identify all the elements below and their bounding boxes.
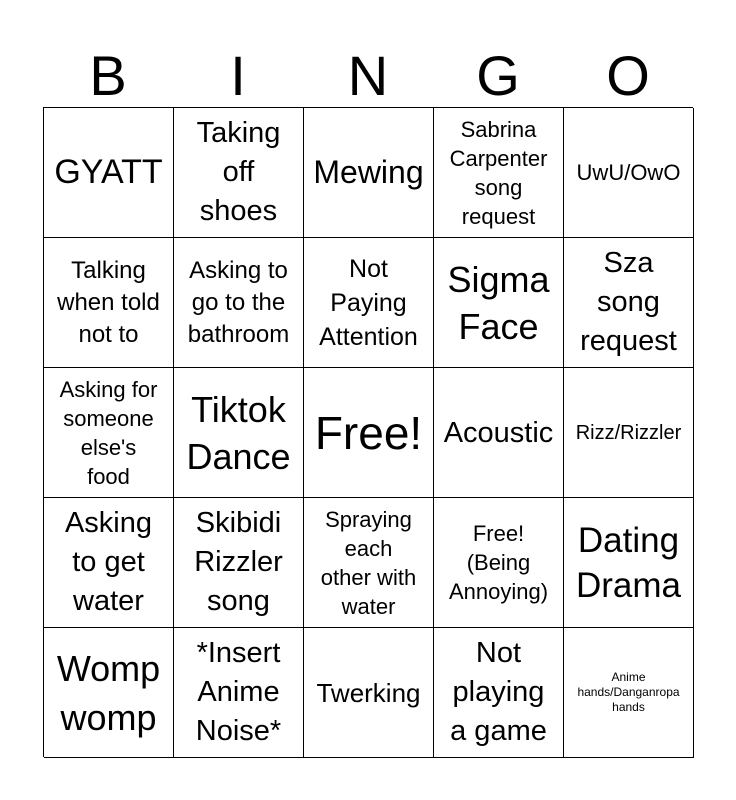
cell-text: Asking to go to the bathroom xyxy=(187,256,290,348)
cell-text: Not Paying Attention xyxy=(319,254,418,351)
cell-text: Twerking xyxy=(316,677,421,708)
bingo-cell[interactable] xyxy=(304,368,434,498)
cell-text: Rizz/Rizzler xyxy=(575,421,682,444)
bingo-cell[interactable] xyxy=(564,368,694,498)
cell-text: Not playing a game xyxy=(450,637,547,747)
cell-text: Sza song request xyxy=(580,247,677,357)
cell-text: Taking off shoes xyxy=(196,117,281,227)
cell-text: Anime hands/Danganropa hands xyxy=(577,670,680,714)
cell-text: UwU/OwO xyxy=(576,159,681,185)
cell-text: Mewing xyxy=(313,154,424,190)
bingo-cell[interactable] xyxy=(304,628,434,758)
bingo-cell[interactable] xyxy=(564,108,694,238)
bingo-cell[interactable] xyxy=(174,498,304,628)
bingo-header xyxy=(43,45,693,107)
cell-text: Tiktok Dance xyxy=(186,388,291,477)
bingo-cell[interactable] xyxy=(434,238,564,368)
bingo-cell[interactable] xyxy=(44,498,174,628)
bingo-cell[interactable] xyxy=(44,368,174,498)
bingo-cell[interactable] xyxy=(44,628,174,758)
bingo-cell[interactable] xyxy=(174,108,304,238)
cell-text: Skibidi Rizzler song xyxy=(194,507,283,617)
bingo-cell[interactable] xyxy=(434,108,564,238)
cell-text: GYATT xyxy=(54,153,163,191)
cell-text: Spraying each other with water xyxy=(320,506,417,619)
header-letter-n: N xyxy=(347,44,389,107)
cell-text: Sabrina Carpenter song request xyxy=(449,116,548,229)
bingo-cell[interactable] xyxy=(44,108,174,238)
cell-text: Sigma Face xyxy=(447,258,550,347)
header-letter-o: O xyxy=(606,44,650,107)
bingo-cell[interactable] xyxy=(434,368,564,498)
cell-text: Acoustic xyxy=(443,416,554,449)
cell-text: Dating Drama xyxy=(575,520,682,605)
bingo-cell[interactable] xyxy=(564,498,694,628)
header-letter-i: I xyxy=(230,44,246,107)
bingo-cell[interactable] xyxy=(174,368,304,498)
cell-text: Asking to get water xyxy=(64,507,153,617)
cell-text: *Insert Anime Noise* xyxy=(195,637,282,747)
cell-text: Asking for someone else's food xyxy=(59,376,158,489)
bingo-grid xyxy=(43,107,693,757)
free-space: Free! xyxy=(314,406,423,459)
cell-text: Womp womp xyxy=(56,647,161,738)
bingo-cell[interactable] xyxy=(304,108,434,238)
free-space: Free! (Being Annoying) xyxy=(448,521,549,604)
bingo-cell[interactable] xyxy=(564,628,694,758)
bingo-cell[interactable] xyxy=(304,238,434,368)
bingo-cell[interactable] xyxy=(44,238,174,368)
bingo-cell[interactable] xyxy=(304,498,434,628)
header-letter-b: B xyxy=(89,44,127,107)
cell-text: Talking when told not to xyxy=(57,256,160,348)
bingo-cell[interactable] xyxy=(174,628,304,758)
bingo-cell[interactable] xyxy=(564,238,694,368)
bingo-cell[interactable] xyxy=(434,628,564,758)
bingo-cell[interactable] xyxy=(434,498,564,628)
bingo-cell[interactable] xyxy=(174,238,304,368)
header-letter-g: G xyxy=(476,44,520,107)
